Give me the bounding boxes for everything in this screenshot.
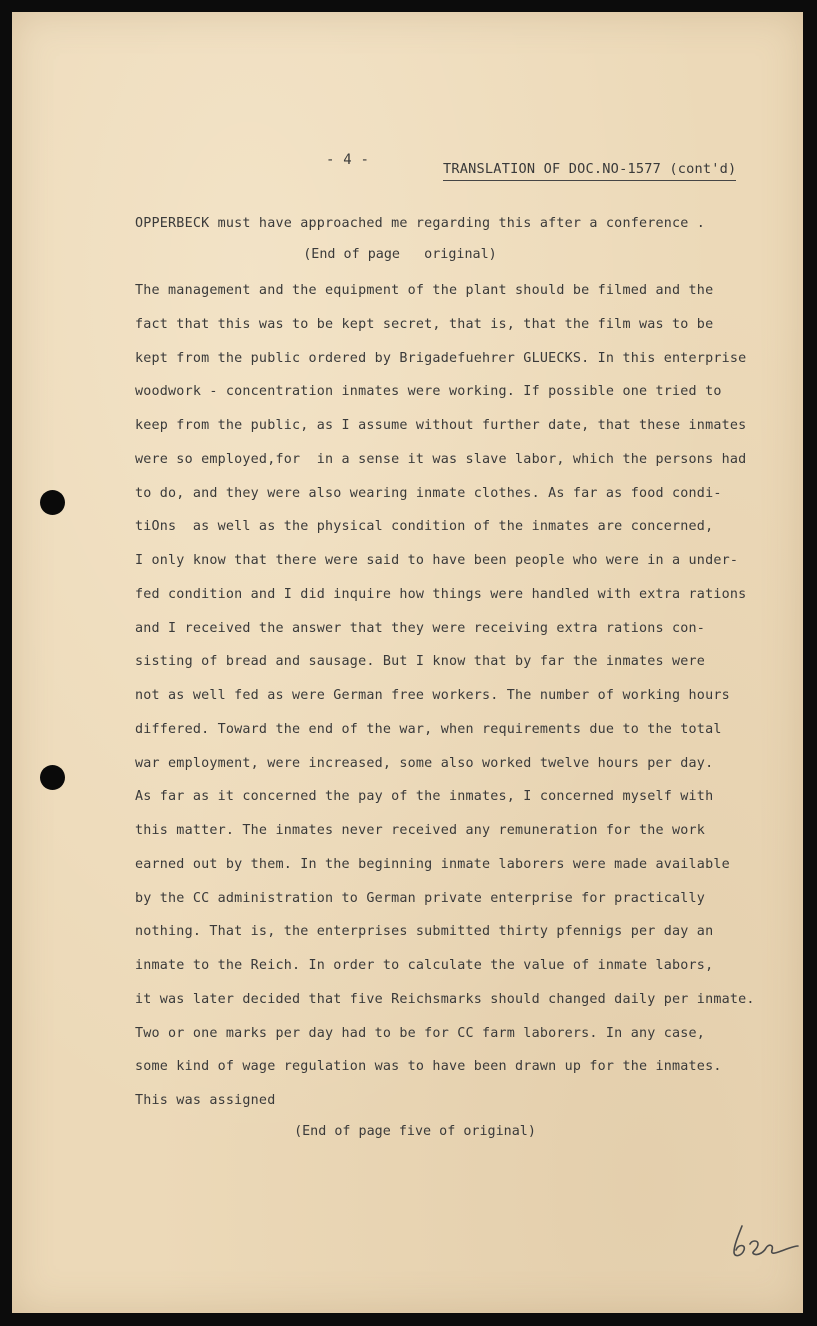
text-line: were so employed,for in a sense it was slave labor, which the persons had <box>135 451 747 467</box>
text-line: differed. Toward the end of the war, when requirements due to the total <box>135 721 722 737</box>
text-line: earned out by them. In the beginning inmate laborers were made available <box>135 856 730 872</box>
text-line: it was later decided that five Reichsmarks should changed daily per inmate. <box>135 991 755 1007</box>
text-line: Two or one marks per day had to be for CC farm laborers. In any case, <box>135 1025 706 1041</box>
punch-hole-bottom <box>40 765 65 790</box>
text-line: I only know that there were said to have been people who were in a under- <box>135 553 739 568</box>
text-line: sisting of bread and sausage. But I know that by far the inmates were <box>135 654 706 670</box>
text-line: fed condition and I did inquire how things were handled with extra rations <box>135 586 747 602</box>
text-line: keep from the public, as I assume without further date, that these inmates <box>135 418 747 433</box>
text-line: this matter. The inmates never received any remuneration for the work <box>135 823 706 838</box>
text-line: inmate to the Reich. In order to calculate the value of inmate labors, <box>135 958 714 973</box>
text-line: woodwork - concentration inmates were working. If possible one tried to <box>135 384 722 400</box>
opening-line: OPPERBECK must have approached me regarding this after a conference . <box>135 216 706 231</box>
page-break-note-end: (End of page five of original) <box>294 1124 536 1139</box>
text-line: war employment, were increased, some also worked twelve hours per day. <box>135 755 714 771</box>
signature-initials <box>728 1222 803 1267</box>
text-line: As far as it concerned the pay of the inmates, I concerned myself with <box>135 789 714 805</box>
document-title: TRANSLATION OF DOC.NO-1577 (cont'd) <box>443 161 736 181</box>
text-line: fact that this was to be kept secret, that is, that the film was to be <box>135 316 714 332</box>
text-line: by the CC administration to German private enterprise for practically <box>135 890 706 906</box>
text-line: to do, and they were also wearing inmate clothes. As far as food condi- <box>135 485 722 501</box>
text-line: This was assigned <box>135 1093 276 1108</box>
text-line: some kind of wage regulation was to have been drawn up for the inmates. <box>135 1059 722 1075</box>
text-line: tiOns as well as the physical condition of the inmates are concerned, <box>135 519 714 535</box>
text-line: kept from the public ordered by Brigadefuehrer GLUECKS. In this enterprise <box>135 350 747 366</box>
text-line: and I received the answer that they were receiving extra rations con- <box>135 620 706 636</box>
page-number: - 4 - <box>326 152 370 168</box>
text-line: nothing. That is, the enterprises submitted thirty pfennigs per day an <box>135 924 714 940</box>
page-break-note: (End of page original) <box>303 247 497 262</box>
punch-hole-top <box>40 490 65 515</box>
text-line: The management and the equipment of the plant should be filmed and the <box>135 283 714 298</box>
text-line: not as well fed as were German free workers. The number of working hours <box>135 688 730 703</box>
